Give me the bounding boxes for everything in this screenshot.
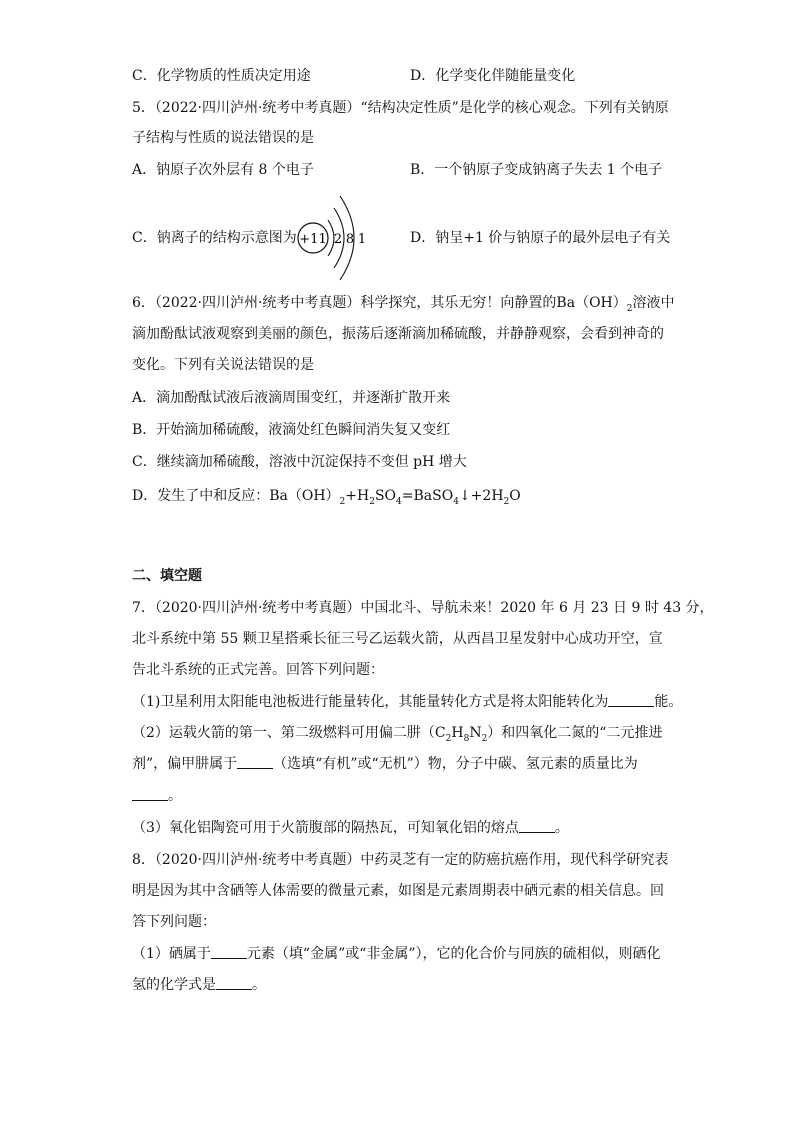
q6-option-b: B．开始滴加稀硫酸，液滴处红色瞬间消失复又变红 bbox=[132, 422, 451, 438]
q6-stem-line3: 变化。下列有关说法错误的是 bbox=[132, 357, 314, 373]
answer-blank[interactable] bbox=[132, 788, 168, 801]
shell1-electrons: 2 bbox=[333, 232, 343, 247]
q5-option-d: D．钠呈+1 价与钠原子的最外层电子有关 bbox=[410, 230, 671, 246]
q8-part1-line2: 氢的化学式是 。 bbox=[132, 977, 266, 993]
q6-option-d: D．发生了中和反应：$Ba(OH)_2+H_2SO_4=BaSO_4↓+2H_2O$ bbox=[132, 488, 521, 507]
q5-option-c: C．钠离子的结构示意图为 bbox=[132, 230, 297, 246]
q4-option-d: D．化学变化伴随能量变化 bbox=[410, 68, 576, 84]
q7-stem-line1: 7．（2020·四川泸州·统考中考真题）中国北斗、导航未来！2020 年 6 月 23 日 9 时 43 分， bbox=[132, 600, 714, 616]
q7-part1: （1)卫星利用太阳能电池板进行能量转化，其能量转化方式是将太阳能转化为 能。 bbox=[132, 694, 683, 710]
answer-blank[interactable] bbox=[237, 756, 273, 769]
section-heading: 二、填空题 bbox=[132, 568, 202, 584]
q7-part2-line2: 剂”，偏甲肼属于 （选填“有机”或“无机”）物，分子中碳、氢元素的质量比为 bbox=[132, 756, 638, 772]
q7-part3: （3）氧化铝陶瓷可用于火箭腹部的隔热瓦，可知氧化铝的熔点 。 bbox=[132, 820, 569, 836]
answer-blank[interactable] bbox=[519, 820, 555, 833]
answer-blank[interactable] bbox=[211, 946, 247, 959]
answer-blank[interactable] bbox=[608, 694, 654, 707]
q5-option-a: A．钠原子次外层有 8 个电子 bbox=[132, 162, 314, 178]
q6-stem-line2: 滴加酚酞试液观察到美丽的颜色，振荡后逐渐滴加稀硫酸，并静静观察，会看到神奇的 bbox=[132, 326, 664, 342]
q4-option-c: C．化学物质的性质决定用途 bbox=[132, 68, 311, 84]
answer-blank[interactable] bbox=[216, 977, 252, 990]
q7-stem-line3: 告北斗系统的正式完善。回答下列问题： bbox=[132, 662, 384, 678]
q8-part1-line1: （1）硒属于 元素（填“金属”或“非金属”），它的化合价与同族的硫相似，则硒化 bbox=[132, 946, 661, 962]
q8-stem-line2: 明是因为其中含硒等人体需要的微量元素，如图是元素周期表中硒元素的相关信息。回 bbox=[132, 883, 664, 899]
shell3-electrons: 1 bbox=[357, 232, 367, 247]
q5-stem-line2: 子结构与性质的说法错误的是 bbox=[132, 130, 314, 146]
q5-stem-line1: 5．（2022·四川泸州·统考中考真题）“结构决定性质”是化学的核心观念。下列有关钠原 bbox=[132, 100, 669, 116]
q8-stem-line1: 8．（2020·四川泸州·统考中考真题）中药灵芝有一定的防癌抗癌作用，现代科学研究表 bbox=[132, 852, 669, 868]
q8-stem-line3: 答下列问题： bbox=[132, 914, 216, 930]
q5-option-b: B．一个钠原子变成钠离子失去 1 个电子 bbox=[410, 162, 663, 178]
shell2-electrons: 8 bbox=[345, 232, 355, 247]
q7-stem-line2: 北斗系统中第 55 颗卫星搭乘长征三号乙运载火箭，从西昌卫星发射中心成功开空，宣 bbox=[132, 631, 663, 647]
q7-part2-line3: 。 bbox=[132, 786, 182, 806]
nucleus-charge: +11 bbox=[299, 232, 327, 247]
q6-option-a: A．滴加酚酞试液后液滴周围变红，并逐渐扩散开来 bbox=[132, 390, 451, 406]
q6-stem-line1: 6．（2022·四川泸州·统考中考真题）科学探究，其乐无穷！向静置的$Ba(OH)_2$溶液中 bbox=[132, 295, 675, 314]
q7-part2-line1: （2）运载火箭的第一、第二级燃料可用偏二肼$(C_2H_8N_2)$和四氧化二氮的“二元推进 bbox=[132, 725, 663, 744]
sodium-ion-structure-diagram bbox=[296, 192, 376, 286]
q6-option-c: C．继续滴加稀硫酸，溶液中沉淀保持不变但 pH 增大 bbox=[132, 454, 467, 470]
